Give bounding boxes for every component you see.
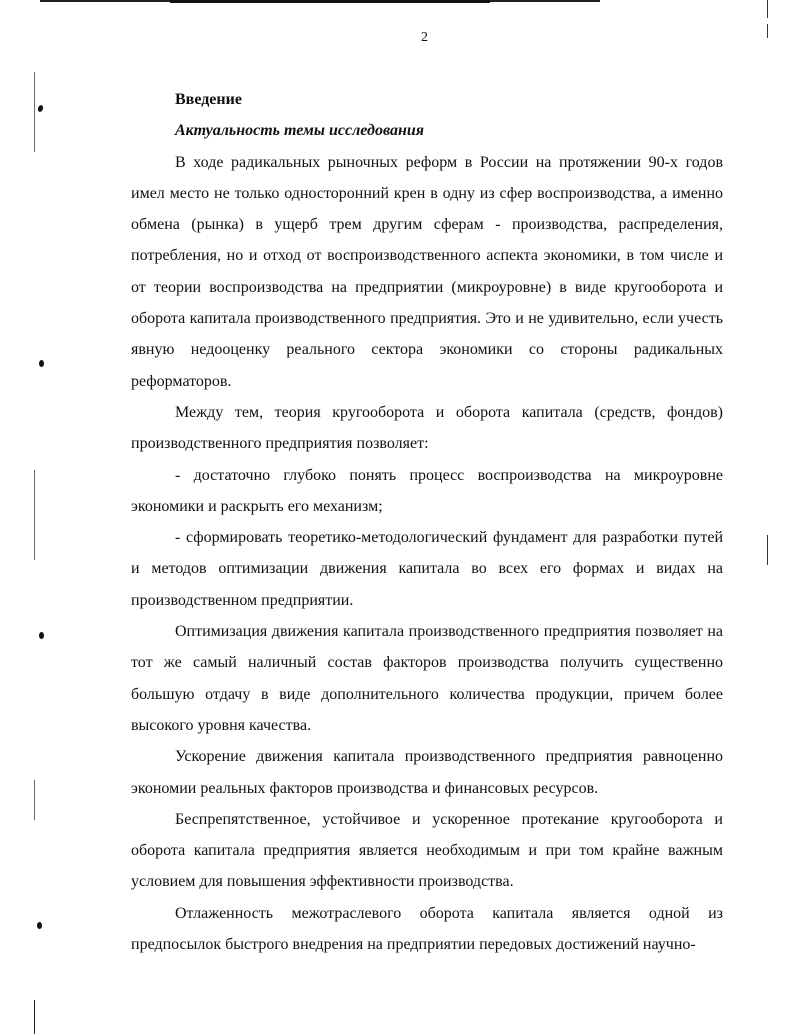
paragraph: Оптимизация движения капитала производственного предприятия позволяет на тот же самый наличный состав факторов производства получить существенно большую отдачу в виде дополнительного количества продукции, причем более высокого уровня качества. xyxy=(131,623,723,734)
paragraph: Между тем, теория кругооборота и оборота капитала (средств, фондов) производственного предприятия позволяет: xyxy=(131,403,723,453)
scan-margin-mark xyxy=(767,535,768,565)
paragraph: В ходе радикальных рыночных реформ в России на протяжении 90-х годов имел место не только односторонний крен в одну из сфер воспроизводства, а именно обмена (рынка) в ущерб трем другим сферам - производства, распределения, потребления, но и отход от воспроизводственного аспекта экономики, в том числе и от теории воспроизводства на предприятии (микроуровне) в виде кругооборота и оборота капитала производственного предприятия. Это и не удивительно, если учесть явную недооценку реального сектора экономики со стороны радикальных реформаторов. xyxy=(131,153,723,390)
scan-margin-mark xyxy=(34,1000,35,1034)
section-heading: Введение xyxy=(175,91,242,108)
list-item: - сформировать теоретико-методологический фундамент для разработки путей и методов оптимизации движения капитала во всех его формах и видах на производственном предприятии. xyxy=(131,529,723,609)
scan-margin-mark xyxy=(767,0,768,18)
scan-margin-mark xyxy=(34,470,35,560)
scan-margin-mark xyxy=(34,72,35,152)
scan-speck xyxy=(39,360,44,367)
section-subheading: Актуальность темы исследования xyxy=(175,122,424,140)
scan-speck xyxy=(37,104,44,112)
scan-edge-line xyxy=(170,0,490,3)
paragraph: Ускорение движения капитала производственного предприятия равноценно экономии реальных факторов производства и финансовых ресурсов. xyxy=(131,748,723,797)
paragraph: Беспрепятственное, устойчивое и ускоренное протекание кругооборота и оборота капитала предприятия является необходимым и при том крайне важным условием для повышения эффективности производства. xyxy=(131,810,723,891)
paragraph: Отлаженность межотраслевого оборота капитала является одной из предпосылок быстрого внедрения на предприятии передовых достижений научно- xyxy=(131,904,723,954)
scan-speck xyxy=(39,632,44,639)
page-number: 2 xyxy=(421,30,428,45)
scan-speck xyxy=(37,922,42,929)
list-item: - достаточно глубоко понять процесс воспроизводства на микроуровне экономики и раскрыть его механизм; xyxy=(131,466,723,515)
scan-margin-mark xyxy=(34,780,35,820)
document-body xyxy=(131,84,723,960)
